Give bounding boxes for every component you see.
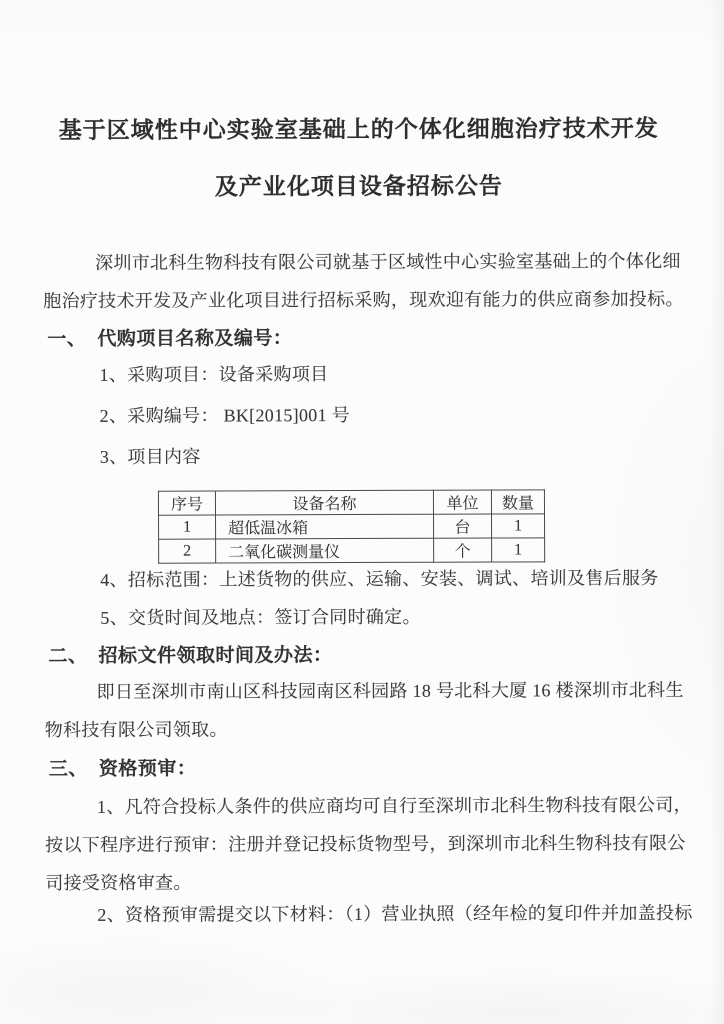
section-1-items-before-table: [99, 353, 699, 478]
section-1-heading: [47, 320, 292, 359]
intro-line: 胞治疗技术开发及产业化项目进行招标采购，现欢迎有能力的供应商参加投标。: [43, 288, 684, 312]
table-header-quantity: 数量: [491, 490, 544, 514]
section-3-line: 2、资格预审需提交以下材料：（1）营业执照（经年检的复印件并加盖投标: [97, 902, 693, 925]
table-cell-seq: 2: [159, 539, 216, 563]
list-item-3: 3、项目内容: [99, 446, 201, 467]
table-header-unit: 单位: [433, 490, 491, 514]
list-item-2: 2、采购编号： BK[2015]001 号: [99, 405, 350, 426]
section-2-number: 二、: [48, 645, 88, 668]
table-cell-unit: 个: [434, 538, 492, 562]
list-item-5: 5、交货时间及地点：签订合同时确定。: [100, 606, 421, 628]
section-3-title: 资格预审：: [98, 758, 197, 780]
section-3-number: 三、: [48, 758, 88, 781]
section-3-line: 1、凡符合投标人条件的供应商均可自行至深圳市北科生物科技有限公司，: [96, 794, 692, 817]
section-2-line: 物科技有限公司领取。: [44, 719, 228, 741]
section-1-items-after-table: [100, 559, 700, 637]
intro-paragraph: [43, 242, 691, 320]
section-2-heading: [48, 637, 332, 676]
table-cell-equipment-name: 二氧化碳测量仪: [216, 538, 434, 563]
section-3-line: 按以下程序进行预审：注册并登记投标货物型号，到深圳市北科生物科技有限公: [45, 832, 686, 856]
list-item-4: 4、招标范围：上述货物的供应、运输、安装、调试、培训及售后服务: [100, 567, 659, 590]
list-item-1: 1、采购项目：设备采购项目: [99, 364, 329, 385]
section-1-title: 代购项目名称及编号：: [97, 328, 293, 350]
title-line-2: 及产业化项目设备招标公告: [214, 173, 503, 200]
table-cell-quantity: 1: [492, 514, 545, 538]
section-3-line: 司接受资格审查。: [45, 872, 192, 894]
table-cell-equipment-name: 超低温冰箱: [216, 514, 434, 539]
section-3-heading: [49, 751, 197, 790]
section-3-paragraph-1: [45, 786, 693, 902]
table-cell-unit: 台: [434, 514, 492, 538]
equipment-table-header-row: [158, 490, 544, 515]
table-header-equipment-name: 设备名称: [215, 490, 433, 515]
table-cell-quantity: 1: [492, 538, 545, 562]
equipment-table: [158, 489, 545, 563]
table-header-seq: 序号: [158, 491, 215, 515]
section-1-number: 一、: [47, 328, 87, 351]
title-line-1: 基于区域性中心实验室基础上的个体化细胞治疗技术开发: [58, 115, 659, 144]
document-title: [9, 100, 709, 216]
section-2-line: 即日至深圳市南山区科技园南区科园路 18 号北科大厦 16 楼深圳市北科生: [96, 679, 684, 702]
table-cell-seq: 1: [159, 515, 216, 539]
section-3-paragraph-2: [45, 894, 693, 934]
section-2-body: [45, 671, 693, 749]
section-2-title: 招标文件领取时间及办法：: [98, 645, 333, 667]
equipment-table-row-1: [159, 514, 545, 539]
intro-line: 深圳市北科生物科技有限公司就基于区域性中心实验室基础上的个体化细: [95, 250, 681, 273]
